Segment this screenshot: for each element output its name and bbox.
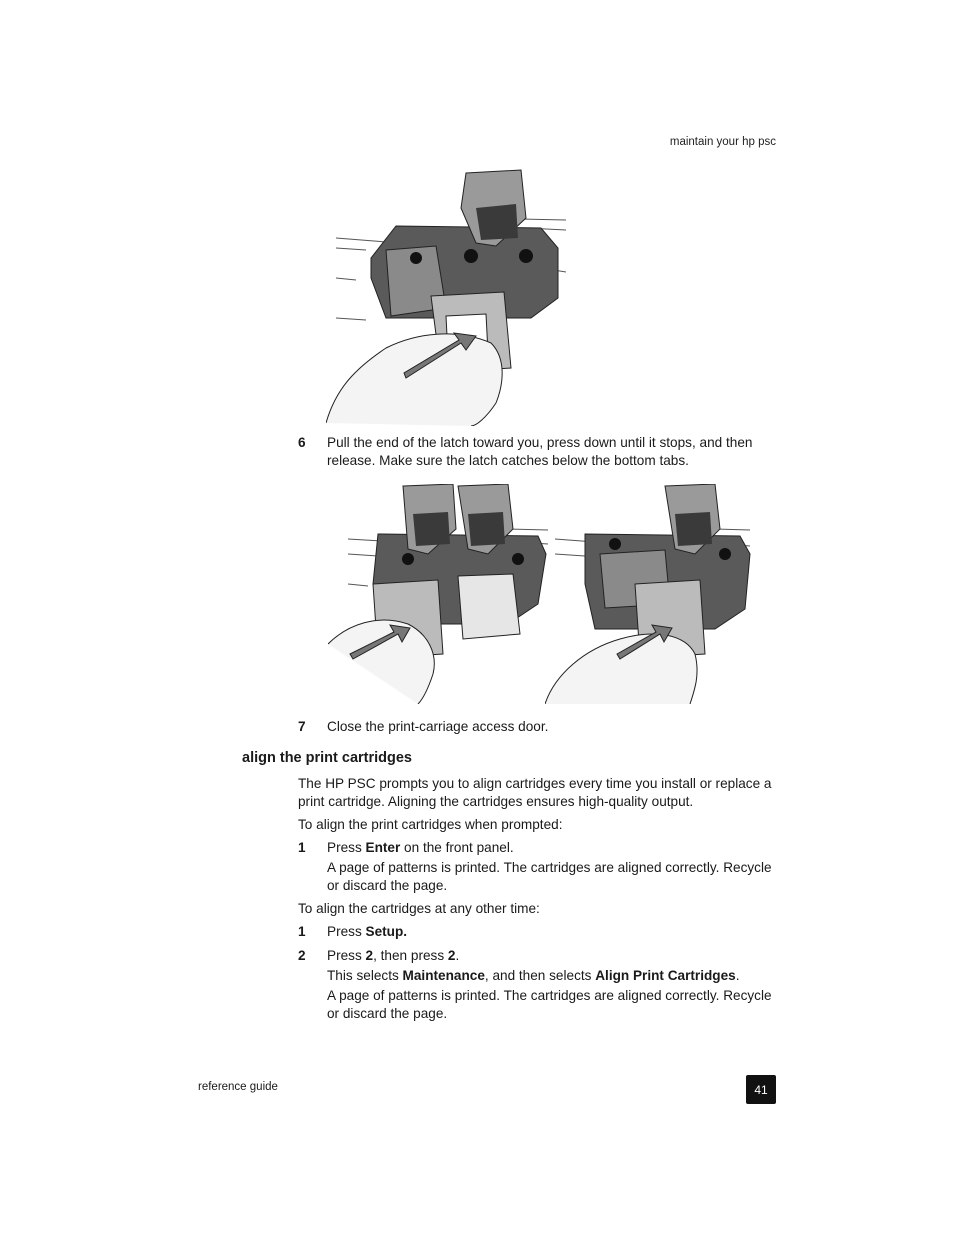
step-text: Press Enter on the front panel. bbox=[327, 840, 514, 855]
step-6 bbox=[298, 434, 778, 469]
section-heading: align the print cartridges bbox=[242, 750, 412, 766]
latch-illustration-left bbox=[328, 484, 550, 704]
step-7 bbox=[298, 718, 778, 736]
page-number: 41 bbox=[746, 1075, 776, 1104]
step-text: Press Setup. bbox=[327, 924, 408, 939]
setup-key-label: Setup. bbox=[365, 924, 408, 939]
other-step-1 bbox=[298, 923, 778, 941]
selects-note: This selects Maintenance, and then selects Align Print Cartridges. bbox=[327, 968, 740, 983]
running-head: maintain your hp psc bbox=[669, 136, 776, 148]
step-text: Pull the end of the latch toward you, press down until it stops, and then release. Make sure the latch catches below the bottom tabs. bbox=[327, 435, 753, 468]
step-number: 6 bbox=[298, 435, 306, 450]
intro-paragraph: The HP PSC prompts you to align cartridges every time you install or replace a print cartridge. Aligning the cartridges ensures high-quality output. bbox=[298, 776, 772, 809]
maintenance-label: Maintenance bbox=[402, 968, 485, 983]
step-text: Press 2, then press 2. bbox=[327, 948, 460, 963]
enter-key-label: Enter bbox=[365, 840, 401, 855]
other-lead: To align the cartridges at any other time: bbox=[298, 901, 540, 916]
step-number: 2 bbox=[298, 948, 306, 963]
prompted-step-1 bbox=[298, 839, 778, 857]
cartridge-insert-illustration bbox=[326, 168, 571, 426]
other-step-2 bbox=[298, 947, 778, 965]
latch-illustration-right bbox=[545, 484, 753, 704]
footer-title: reference guide bbox=[198, 1081, 278, 1093]
step-text: Close the print-carriage access door. bbox=[327, 719, 549, 734]
prompted-lead: To align the print cartridges when prompted: bbox=[298, 817, 563, 832]
step-number: 7 bbox=[298, 719, 306, 734]
step-number: 1 bbox=[298, 924, 306, 939]
other-result: A page of patterns is printed. The cartridges are aligned correctly. Recycle or discard the page. bbox=[327, 988, 772, 1021]
prompted-result: A page of patterns is printed. The cartridges are aligned correctly. Recycle or discard the page. bbox=[327, 860, 772, 893]
align-cartridges-label: Align Print Cartridges bbox=[595, 968, 736, 983]
step-number: 1 bbox=[298, 840, 306, 855]
